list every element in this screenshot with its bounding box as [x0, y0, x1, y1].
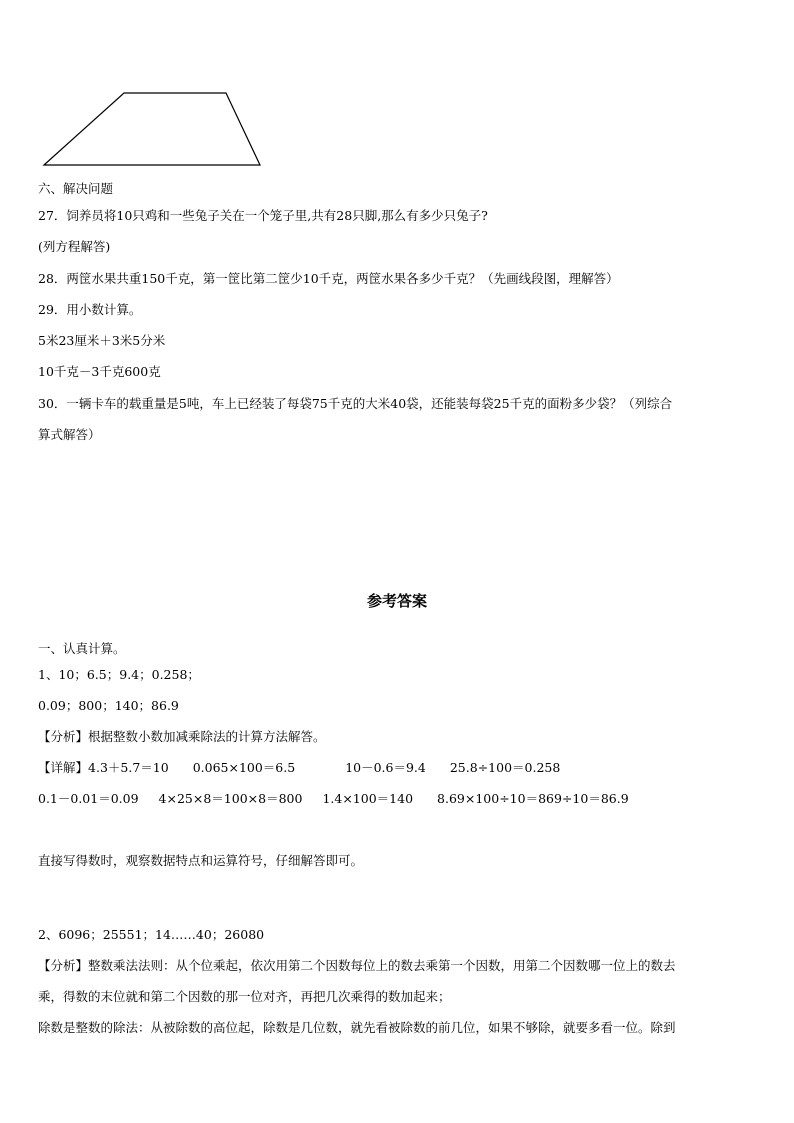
question-29-part-b: 10千克－3千克600克 [38, 364, 161, 379]
question-30-line-2: 算式解答） [38, 427, 101, 442]
detail-item: 0.1－0.01＝0.09 [38, 791, 139, 806]
question-29: 29．用小数计算。 [38, 302, 142, 317]
detail-label: 【详解】 [38, 760, 89, 775]
answers-section-1-heading: 一、认真计算。 [38, 641, 126, 656]
answers-title: 参考答案 [366, 592, 427, 610]
detail-item: 25.8÷100＝0.258 [449, 760, 561, 775]
detail-item: 1.4×100＝140 [322, 791, 414, 806]
answer-1-line-1: 1、10；6.5；9.4；0.258； [38, 667, 200, 682]
question-30-line-1: 30．一辆卡车的载重量是5吨，车上已经装了每袋75千克的大米40袋，还能装每袋25千克的面粉多少袋？（列综合 [38, 396, 673, 411]
answer-1-detail-row-1 [38, 760, 560, 776]
detail-item: 8.69×100÷10＝869÷10＝86.9 [437, 791, 629, 806]
detail-item: 4.3＋5.7＝10 [88, 760, 169, 775]
question-27-note: (列方程解答) [38, 239, 111, 254]
detail-item: 4×25×8＝100×8＝800 [158, 791, 303, 806]
answer-2-line-1: 2、6096；25551；14……40；26080 [38, 927, 265, 942]
detail-item: 0.065×100＝6.5 [192, 760, 296, 775]
answer-1-analysis: 【分析】根据整数小数加减乘除法的计算方法解答。 [38, 729, 326, 744]
detail-item: 10－0.6＝9.4 [345, 760, 426, 775]
answer-1-detail-row-2 [38, 791, 629, 807]
section-heading-solve-problems: 六、解决问题 [38, 181, 114, 196]
answer-2-analysis-line-3: 除数是整数的除法：从被除数的高位起，除数是几位数，就先看被除数的前几位，如果不够除，就要多看一位。除到 [38, 1020, 676, 1035]
answer-2-analysis-line-1: 【分析】整数乘法法则：从个位乘起，依次用第二个因数每位上的数去乘第一个因数，用第二个因数哪一位上的数去 [38, 958, 676, 973]
answer-1-tip: 直接写得数时，观察数据特点和运算符号，仔细解答即可。 [38, 853, 364, 868]
question-27: 27．饲养员将10只鸡和一些兔子关在一个笼子里,共有28只脚,那么有多少只兔子? [38, 208, 488, 223]
question-29-part-a: 5米23厘米＋3米5分米 [38, 333, 166, 348]
trapezoid-figure [40, 88, 270, 170]
answer-2-analysis-line-2: 乘，得数的末位就和第二个因数的那一位对齐，再把几次乘得的数加起来； [38, 989, 451, 1004]
question-28: 28．两筐水果共重150千克，第一筐比第二筐少10千克，两筐水果各多少千克？（先画线段图，理解答） [38, 271, 619, 286]
answer-1-line-2: 0.09；800；140；86.9 [38, 698, 179, 713]
